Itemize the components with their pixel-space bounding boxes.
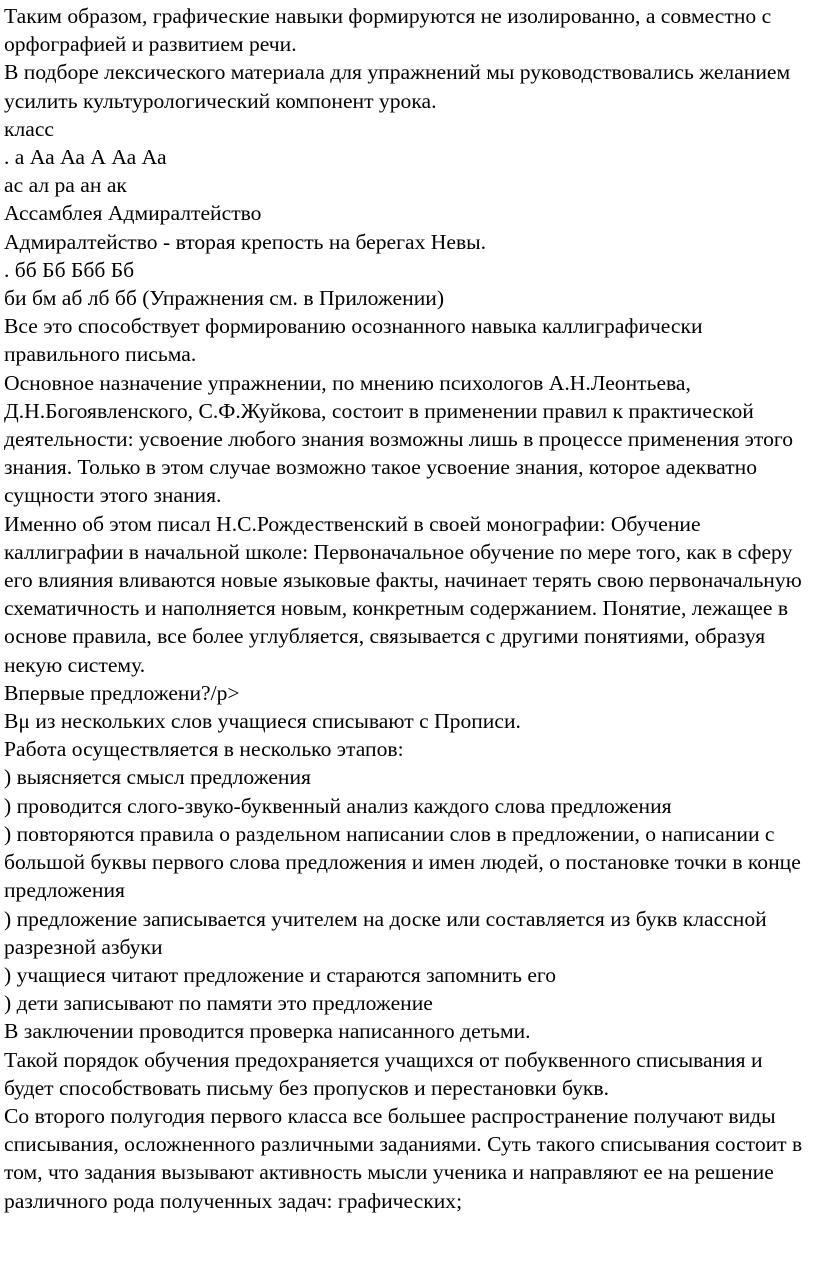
paragraph-5: ас ал ра ан ак [4, 173, 127, 198]
paragraph-14: Вμ из нескольких слов учащиеся списывают с Прописи. [4, 709, 521, 734]
paragraph-21: ) дети записывают по памяти это предложение [4, 991, 433, 1016]
paragraph-16: ) выясняется смысл предложения [4, 765, 311, 790]
paragraph-20: ) учащиеся читают предложение и стараются запомнить его [4, 962, 557, 987]
paragraph-9: би бм аб лб бб (Упражнения см. в Приложении) [4, 286, 445, 311]
paragraph-10: Все это способствует формированию осознанного навыка каллиграфически правильного письма. [4, 314, 703, 367]
paragraph-1: Таким образом, графические навыки формируются не изолированно, а совместно с орфографией и развитием речи. [4, 4, 772, 57]
paragraph-3: класс [4, 116, 55, 141]
paragraph-23: Такой порядок обучения предохраняется учащихся от побуквенного списывания и будет способствовать письму без пропусков и перестановки букв. [4, 1047, 763, 1100]
paragraph-12: Именно об этом писал Н.С.Рождественский в своей монографии: Обучение каллиграфии в начальной школе: Первоначальное обучение по мере того, как в сферу его влияния вливаются новые языковые факты, начинает терять свою первоначальную схематичность и наполняется новым, конкретным содержанием. Понятие, лежащее в основе правила, все более углубляется, связывается с другими понятиями, образуя некую систему. [4, 511, 802, 677]
paragraph-19: ) предложение записывается учителем на доске или составляется из букв классной разрезной азбуки [4, 906, 767, 959]
paragraph-6: Ассамблея Адмиралтейство [4, 201, 262, 226]
paragraph-7: Адмиралтейство - вторая крепость на берегах Невы. [4, 229, 487, 254]
paragraph-18: ) повторяются правила о раздельном написании слов в предложении, о написании с большой буквы первого слова предложения и имен людей, о постановке точки в конце предложения [4, 821, 801, 903]
paragraph-11: Основное назначение упражнении, по мнению психологов А.Н.Леонтьева, Д.Н.Богоявленского, С.Ф.Жуйкова, состоит в применении правил к практической деятельности: усвоение любого знания возможны лишь в процессе применения этого знания. Только в этом случае возможно такое усвоение знания, которое адекватно сущности этого знания. [4, 370, 793, 508]
paragraph-24: Со второго полугодия первого класса все большее распространение получают виды списывания, осложненного различными заданиями. Суть такого списывания состоит в том, что задания вызывают активность мысли ученика и направляют ее на решение различного рода полученных задач: графических; [4, 1103, 803, 1213]
paragraph-4: . а Аа Аа А Аа Аа [4, 145, 167, 170]
paragraph-8: . бб Бб Ббб Бб [4, 257, 135, 282]
paragraph-22: В заключении проводится проверка написанного детьми. [4, 1019, 531, 1044]
paragraph-2: В подборе лексического материала для упражнений мы руководствовались желанием усилить культурологический компонент урока. [4, 60, 791, 113]
paragraph-13: Впервые предложени?/p> [4, 680, 240, 705]
paragraph-15: Работа осуществляется в несколько этапов: [4, 737, 404, 762]
paragraph-17: ) проводится слого-звуко-буквенный анализ каждого слова предложения [4, 793, 672, 818]
